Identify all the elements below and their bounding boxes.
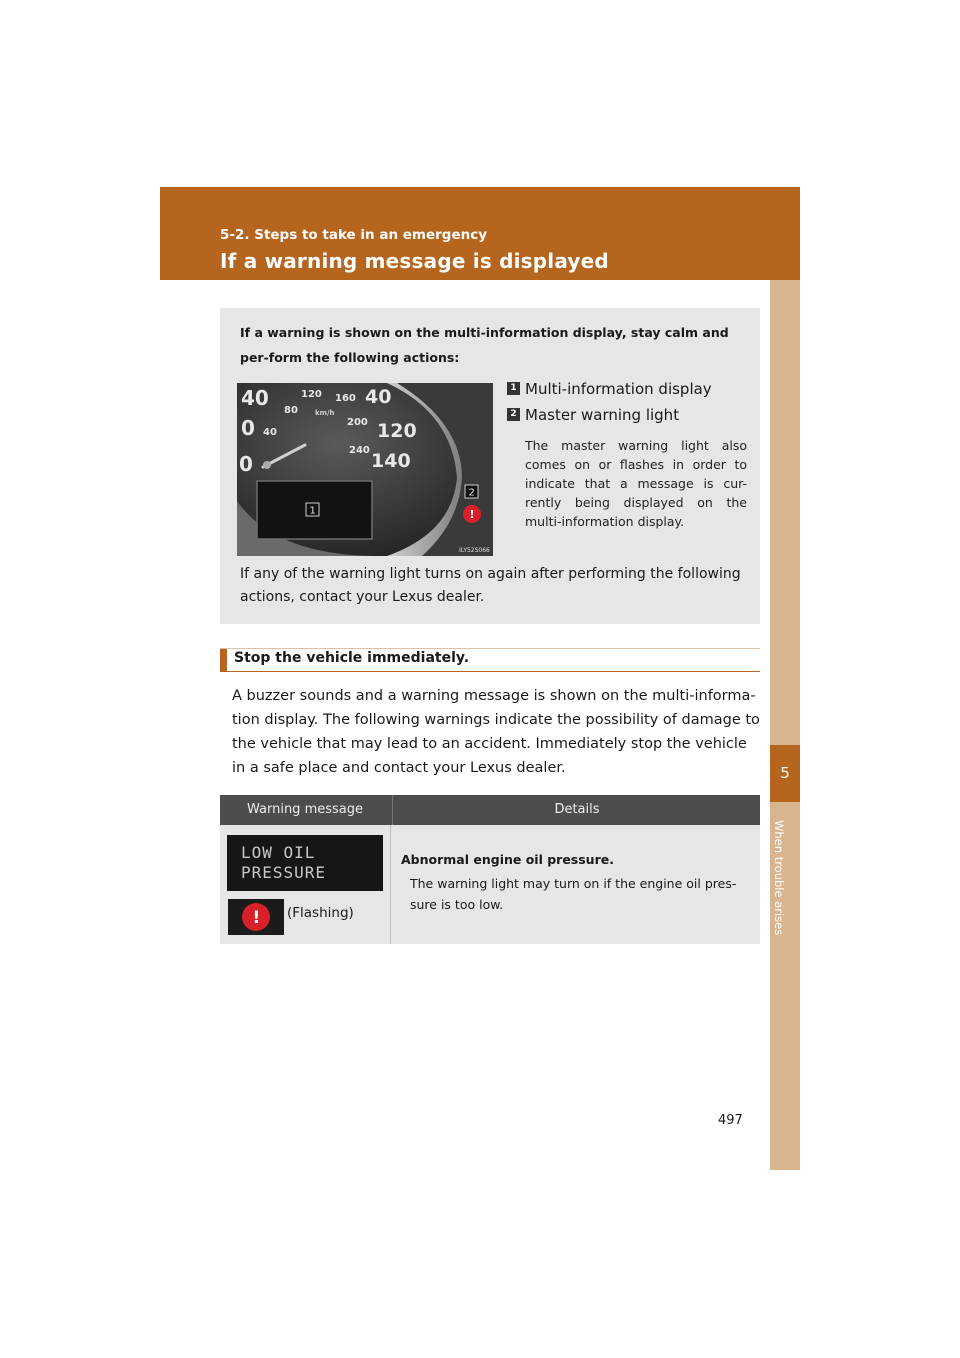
subheading-text: Stop the vehicle immediately. xyxy=(234,650,470,666)
page-title: If a warning message is displayed xyxy=(220,249,609,273)
warning-triangle-icon xyxy=(228,899,284,935)
legend-number: 1 xyxy=(507,382,520,395)
legend-item xyxy=(507,376,747,402)
intro-footer: If any of the warning light turns on again after performing the following actions, contact your Lexus dealer. xyxy=(240,566,741,605)
needle-hub xyxy=(263,461,271,469)
warning-light-box xyxy=(228,899,284,935)
illustration-legend xyxy=(507,376,747,531)
legend-item xyxy=(507,402,747,428)
mph-mark: 40 xyxy=(365,386,392,408)
speed-mark: 120 xyxy=(301,389,322,400)
speed-mark: 0 xyxy=(241,416,255,440)
subheading xyxy=(220,648,760,672)
callout-2: 2 xyxy=(468,487,475,499)
flashing-label: (Flashing) xyxy=(287,905,354,921)
legend-label: Master warning light xyxy=(525,406,680,424)
table-header xyxy=(220,795,760,825)
lcd-line: PRESSURE xyxy=(241,863,327,882)
column-header-details: Details xyxy=(392,795,761,825)
warning-table xyxy=(220,795,760,944)
chapter-header xyxy=(160,187,800,280)
illustration-code: ILY52S066 xyxy=(459,547,490,554)
speed-unit: km/h xyxy=(315,409,335,417)
detail-title: Abnormal engine oil pressure. xyxy=(401,852,614,867)
mph-mark: 0 xyxy=(239,452,253,476)
speed-mark: 40 xyxy=(241,386,269,410)
svg-text:!: ! xyxy=(252,908,261,928)
section-title: 5-2. Steps to take in an emergency xyxy=(220,227,488,243)
legend-number: 2 xyxy=(507,408,520,421)
speed-mark: 160 xyxy=(335,393,356,404)
body-paragraph: A buzzer sounds and a warning message is shown on the multi-informa-tion display. The following warnings indicate the possibility of damage to the vehicle that may lead to an accident. Immediately stop the vehicle in a safe place and contact your Lexus dealer. xyxy=(232,688,760,776)
speed-mark: 40 xyxy=(263,427,277,438)
chapter-label: When trouble arises xyxy=(772,820,786,936)
lcd-line: LOW OIL xyxy=(241,843,316,862)
callout-1: 1 xyxy=(309,505,316,517)
speed-mark: 80 xyxy=(284,405,298,416)
speed-mark: 240 xyxy=(349,445,370,456)
chapter-number-tab[interactable]: 5 xyxy=(770,745,800,802)
mph-mark: 140 xyxy=(371,450,411,472)
subheading-marker xyxy=(220,649,227,671)
instrument-cluster-illustration xyxy=(237,383,493,556)
column-divider xyxy=(390,825,391,944)
column-header-warning-message: Warning message xyxy=(246,802,363,817)
mph-mark: 120 xyxy=(377,420,417,442)
intro-lead: If a warning is shown on the multi-information display, stay calm and per-form the following actions: xyxy=(240,325,729,365)
legend-label: Multi-information display xyxy=(525,380,712,398)
speed-mark: 200 xyxy=(347,417,368,428)
warning-exclamation-icon: ! xyxy=(469,508,475,521)
chapter-sidebar xyxy=(770,280,800,1170)
detail-text: The warning light may turn on if the engine oil pres-sure is too low. xyxy=(410,876,737,912)
cluster-svg xyxy=(237,383,493,556)
page-number: 497 xyxy=(718,1113,743,1128)
lcd-message xyxy=(227,835,383,891)
intro-panel xyxy=(220,308,760,624)
legend-note: The master warning light also comes on or flashes in order to indicate that a message is cur-rently being displayed on the multi-information display. xyxy=(525,438,747,529)
